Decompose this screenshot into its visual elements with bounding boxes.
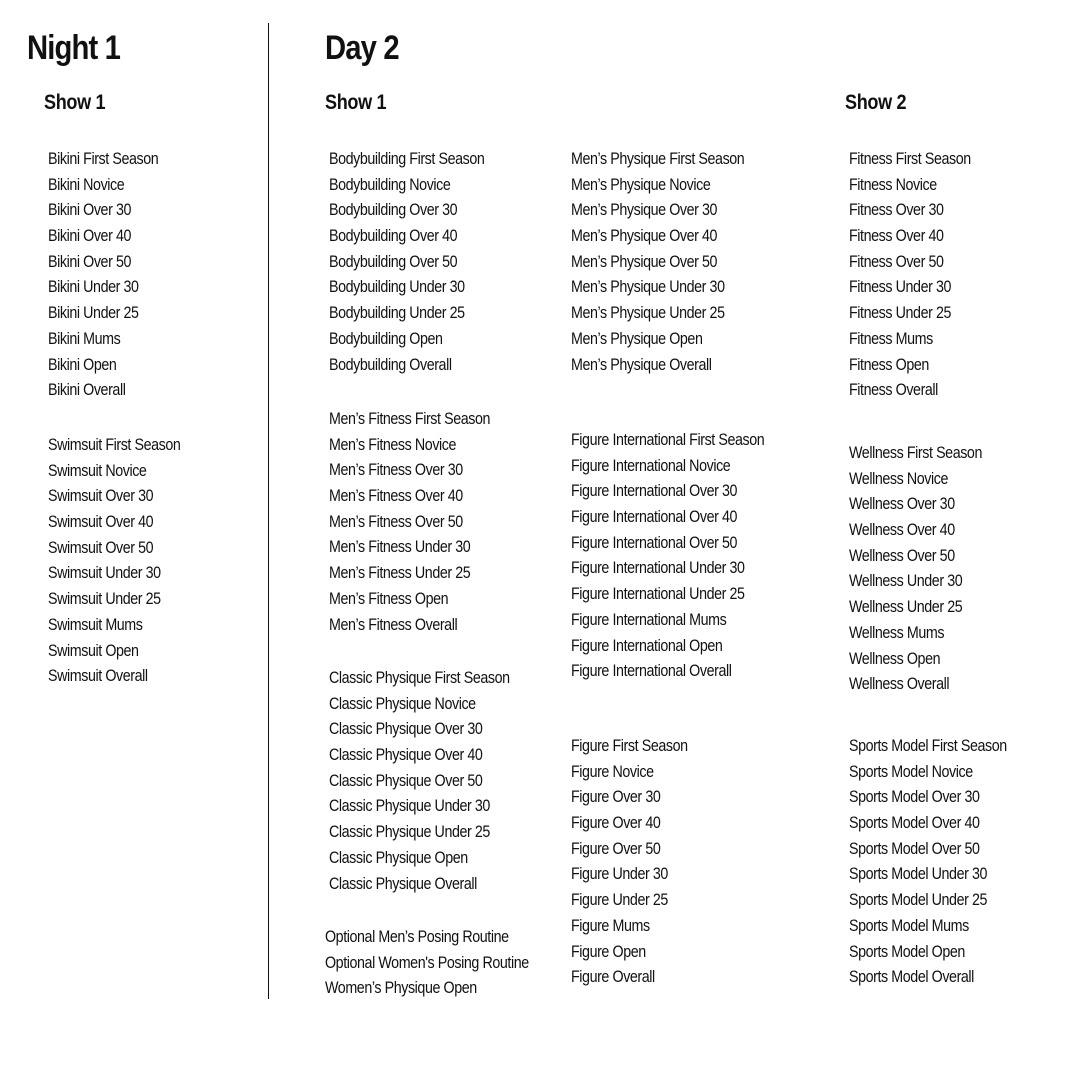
class-item: Men’s Physique Open	[571, 328, 703, 348]
class-item: Men’s Physique Novice	[571, 174, 711, 194]
class-item: Figure International First Season	[571, 430, 765, 449]
class-item: Classic Physique Over 30	[329, 719, 483, 739]
class-item: Men’s Physique Over 50	[571, 251, 718, 271]
class-item: Bikini Over 50	[48, 251, 132, 271]
class-item: Wellness Novice	[849, 468, 948, 488]
class-item: Figure International Under 25	[571, 584, 745, 604]
class-item: Bikini Open	[48, 354, 117, 374]
class-item: Men’s Fitness Under 30	[329, 537, 471, 557]
class-item: Men’s Fitness Open	[329, 588, 449, 608]
day2-show2-title: Show 2	[845, 91, 907, 114]
class-item: Classic Physique Over 40	[329, 745, 483, 765]
class-item: Men’s Fitness First Season	[329, 409, 491, 428]
class-item: Classic Physique Under 25	[329, 822, 490, 842]
class-item: Fitness Overall	[849, 380, 938, 400]
class-item: Sports Model Under 25	[849, 890, 988, 910]
class-item: Figure International Over 50	[571, 532, 738, 552]
mens-fitness-class-list	[329, 406, 521, 637]
swimsuit-class-list	[48, 432, 206, 689]
class-item: Optional Women's Posing Routine	[325, 952, 529, 972]
mens-physique-class-list	[571, 146, 777, 377]
class-item: Swimsuit First Season	[48, 435, 181, 454]
class-item: Figure International Under 30	[571, 558, 745, 578]
bodybuilding-class-list	[329, 146, 514, 377]
class-item: Bikini Over 40	[48, 226, 132, 246]
class-item: Wellness Over 40	[849, 520, 955, 540]
class-item: Figure Novice	[571, 761, 654, 781]
class-item: Bodybuilding Under 30	[329, 277, 465, 297]
class-item: Bodybuilding Under 25	[329, 303, 465, 323]
class-item: Wellness Under 25	[849, 597, 963, 617]
class-item: Sports Model Novice	[849, 761, 973, 781]
class-item: Fitness Over 30	[849, 200, 944, 220]
class-item: Bikini Mums	[48, 328, 121, 348]
night1-show1-title: Show 1	[44, 91, 106, 114]
class-item: Bikini Novice	[48, 174, 125, 194]
class-item: Men’s Physique Over 30	[571, 200, 718, 220]
class-item: Swimsuit Over 30	[48, 486, 154, 506]
class-item: Fitness Over 40	[849, 226, 944, 246]
class-item: Swimsuit Overall	[48, 666, 148, 686]
class-item: Swimsuit Under 30	[48, 563, 161, 583]
class-item: Wellness Overall	[849, 674, 950, 694]
class-item: Bikini Overall	[48, 380, 126, 400]
class-item: Bikini First Season	[48, 149, 159, 168]
class-item: Men’s Physique Overall	[571, 354, 712, 374]
day2-show1-title: Show 1	[325, 91, 387, 114]
class-item: Figure Mums	[571, 915, 650, 935]
classic-physique-class-list	[329, 665, 544, 896]
class-item: Swimsuit Under 25	[48, 589, 161, 609]
class-item: Sports Model Open	[849, 941, 965, 961]
optional-routines-list	[325, 924, 568, 1001]
class-item: Men’s Fitness Overall	[329, 614, 458, 634]
class-item: Bodybuilding First Season	[329, 149, 485, 168]
class-item: Sports Model Overall	[849, 967, 974, 987]
class-item: Fitness Under 25	[849, 303, 952, 323]
class-item: Wellness Over 30	[849, 494, 955, 514]
class-item: Swimsuit Novice	[48, 460, 147, 480]
class-item: Men’s Fitness Over 40	[329, 486, 463, 506]
class-item: Bodybuilding Over 30	[329, 200, 458, 220]
figure-class-list	[571, 733, 710, 990]
class-item: Wellness Over 50	[849, 545, 955, 565]
class-item: Fitness First Season	[849, 149, 971, 168]
class-item: Wellness Under 30	[849, 571, 963, 591]
class-item: Figure International Novice	[571, 455, 731, 475]
class-item: Women’s Physique Open	[325, 978, 477, 998]
sports-model-class-list	[849, 733, 1037, 990]
class-item: Wellness Mums	[849, 622, 945, 642]
class-item: Bikini Under 30	[48, 277, 139, 297]
class-item: Men’s Physique First Season	[571, 149, 745, 168]
class-item: Wellness Open	[849, 648, 941, 668]
class-item: Bodybuilding Over 50	[329, 251, 458, 271]
class-item: Men’s Fitness Novice	[329, 434, 457, 454]
class-item: Figure Over 50	[571, 838, 661, 858]
class-item: Sports Model Over 50	[849, 838, 980, 858]
class-item: Figure International Open	[571, 635, 723, 655]
class-item: Figure Open	[571, 941, 646, 961]
class-item: Swimsuit Over 50	[48, 537, 154, 557]
class-item: Fitness Mums	[849, 328, 933, 348]
column-divider	[268, 23, 269, 999]
class-item: Fitness Novice	[849, 174, 937, 194]
class-item: Swimsuit Mums	[48, 614, 143, 634]
class-item: Classic Physique Open	[329, 847, 468, 867]
class-item: Sports Model Over 40	[849, 813, 980, 833]
class-item: Bikini Under 25	[48, 303, 139, 323]
class-item: Classic Physique First Season	[329, 668, 510, 687]
class-item: Figure International Mums	[571, 609, 727, 629]
class-item: Men’s Physique Under 30	[571, 277, 725, 297]
class-item: Classic Physique Overall	[329, 873, 477, 893]
class-item: Classic Physique Over 50	[329, 770, 483, 790]
figure-international-class-list	[571, 427, 801, 684]
class-item: Classic Physique Under 30	[329, 796, 490, 816]
class-item: Men’s Physique Over 40	[571, 226, 718, 246]
class-item: Figure Under 25	[571, 890, 668, 910]
class-item: Men’s Physique Under 25	[571, 303, 725, 323]
class-item: Figure International Over 30	[571, 481, 738, 501]
day2-title: Day 2	[325, 29, 399, 67]
class-item: Figure International Overall	[571, 661, 732, 681]
class-item: Bodybuilding Overall	[329, 354, 452, 374]
class-item: Wellness First Season	[849, 443, 982, 462]
class-item: Bikini Over 30	[48, 200, 132, 220]
class-item: Fitness Open	[849, 354, 929, 374]
class-item: Figure Overall	[571, 967, 655, 987]
class-item: Figure Under 30	[571, 864, 668, 884]
class-item: Sports Model Over 30	[849, 787, 980, 807]
class-item: Classic Physique Novice	[329, 693, 476, 713]
class-item: Figure International Over 40	[571, 507, 738, 527]
wellness-class-list	[849, 440, 1007, 697]
class-item: Figure Over 30	[571, 787, 661, 807]
class-item: Bodybuilding Over 40	[329, 226, 458, 246]
class-item: Swimsuit Over 40	[48, 512, 154, 532]
class-item: Optional Men’s Posing Routine	[325, 927, 509, 946]
class-item: Men’s Fitness Under 25	[329, 563, 471, 583]
class-item: Fitness Under 30	[849, 277, 952, 297]
class-item: Sports Model First Season	[849, 736, 1007, 755]
class-item: Men’s Fitness Over 30	[329, 460, 463, 480]
class-item: Fitness Over 50	[849, 251, 944, 271]
class-item: Bodybuilding Open	[329, 328, 443, 348]
class-item: Sports Model Under 30	[849, 864, 988, 884]
night1-title: Night 1	[27, 29, 121, 67]
class-item: Figure Over 40	[571, 813, 661, 833]
class-item: Figure First Season	[571, 736, 688, 755]
class-item: Bodybuilding Novice	[329, 174, 451, 194]
bikini-class-list	[48, 146, 179, 403]
class-item: Men’s Fitness Over 50	[329, 511, 463, 531]
class-item: Swimsuit Open	[48, 640, 139, 660]
fitness-class-list	[849, 146, 994, 403]
class-item: Sports Model Mums	[849, 915, 969, 935]
